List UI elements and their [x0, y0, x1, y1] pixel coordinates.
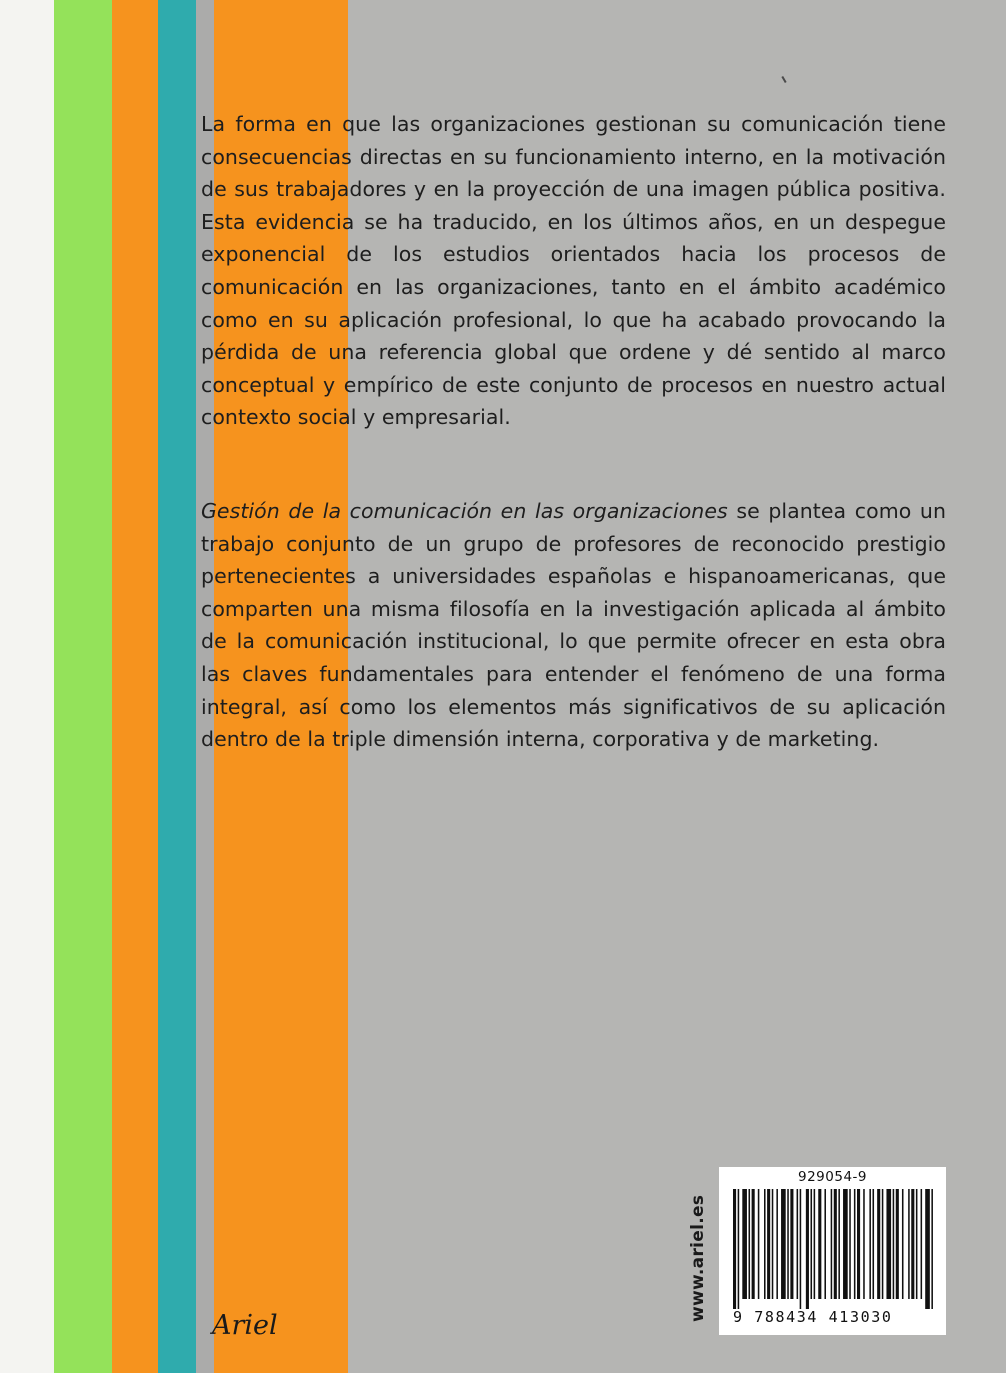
blurb-paragraph-2-text: se plantea como un trabajo conjunto de un grupo de profesores de reconocido prestigio pertenecientes a universidades españolas e hispanoamericanas, que comparten una misma filosofía en la investigación aplicada al ámbito de la comunicación institucional, lo que permite ofrecer en esta obra las claves fundamentales para entender el fenómeno de una forma integral, así como los elementos más significativos de su aplicación dentro de la triple dimensión interna, corporativa y de marketing. [201, 499, 946, 752]
barcode-bar [781, 1189, 786, 1299]
barcode-bar [772, 1189, 774, 1299]
book-title-italic: Gestión de la comunicación en las organizaciones [201, 499, 728, 523]
barcode-bar [818, 1189, 821, 1299]
white-stripe [0, 0, 54, 1373]
barcode-bar [886, 1189, 891, 1299]
barcode-bar [931, 1189, 933, 1309]
teal-stripe [158, 0, 196, 1373]
barcode-bar [733, 1189, 736, 1309]
barcode-bar [800, 1189, 802, 1309]
barcode-bar [908, 1189, 910, 1299]
barcode-bar [921, 1189, 923, 1299]
publisher-logo: Ariel [212, 1310, 278, 1341]
barcode-bars [733, 1189, 933, 1309]
barcode-panel [719, 1167, 946, 1335]
blurb-paragraph-1: La forma en que las organizaciones gestionan su comunicación tiene consecuencias directas en su funcionamiento interno, en la motivación de sus trabajadores y en la proyección de una imagen pública positiva. Esta evidencia se ha traducido, en los últimos años, en un despegue exponencial de los estudios orientados hacia los procesos de comunicación en las organizaciones, tanto en el ámbito académico como en su aplicación profesional, lo que ha acabado provocando la pérdida de una referencia global que ordene y dé sentido al marco conceptual y empírico de este conjunto de procesos en nuestro actual contexto social y empresarial. [201, 112, 946, 430]
barcode-bar [824, 1189, 826, 1299]
barcode-bar [911, 1189, 914, 1299]
publisher-website: www.ariel.es [688, 1194, 708, 1322]
green-stripe [54, 0, 112, 1373]
barcode-bar [838, 1189, 840, 1299]
barcode-bar [869, 1189, 871, 1299]
barcode-top-code: 929054-9 [798, 1169, 867, 1185]
orange-stripe-left [112, 0, 158, 1373]
barcode-bar [873, 1189, 875, 1299]
barcode-bar [767, 1189, 770, 1299]
barcode-bar [811, 1189, 813, 1299]
barcode-bar [738, 1189, 740, 1309]
barcode-bar [742, 1189, 747, 1299]
barcode-bar [896, 1189, 899, 1299]
barcode-bar [758, 1189, 760, 1299]
barcode-bar [790, 1189, 793, 1299]
barcode-bar [857, 1189, 860, 1299]
blurb-paragraph-2 [201, 495, 946, 756]
barcode-bar [787, 1189, 789, 1299]
barcode-bar [831, 1189, 833, 1299]
barcode-bar [764, 1189, 766, 1299]
barcode-bar [854, 1189, 856, 1299]
barcode-bar [752, 1189, 755, 1299]
barcode-bar [776, 1189, 778, 1299]
barcode-digits: 9 788434 413030 [733, 1308, 893, 1326]
barcode-bar [882, 1189, 884, 1299]
barcode-bar [902, 1189, 904, 1299]
barcode-bar [863, 1189, 865, 1299]
barcode-bar [834, 1189, 837, 1299]
barcode-bar [893, 1189, 895, 1299]
barcode-bar [749, 1189, 751, 1299]
barcode-bar [843, 1189, 848, 1299]
barcode-bar [877, 1189, 880, 1299]
barcode-bar [806, 1189, 809, 1309]
print-mark [781, 76, 786, 83]
barcode-bar [797, 1189, 799, 1299]
barcode-bar [814, 1189, 816, 1299]
barcode-bar [916, 1189, 918, 1299]
barcode-bar [849, 1189, 851, 1299]
barcode-bar [925, 1189, 930, 1309]
